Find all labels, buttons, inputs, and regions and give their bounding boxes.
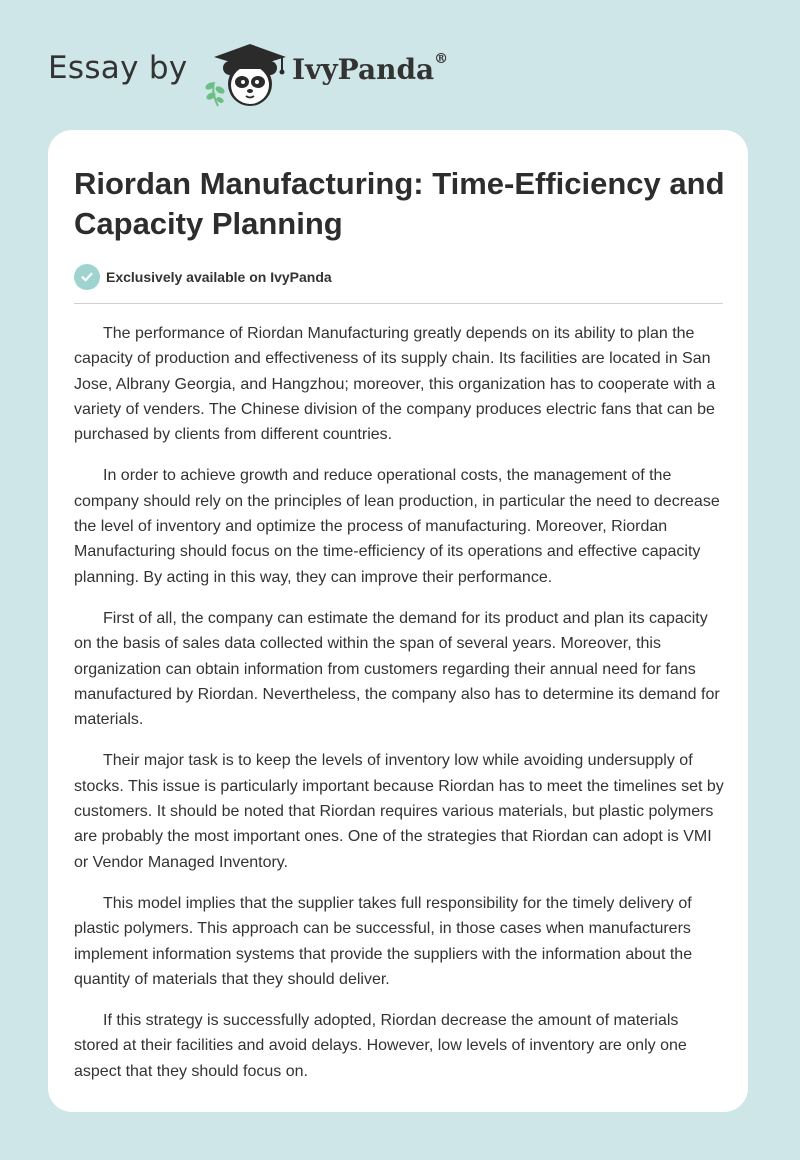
paragraph: In order to achieve growth and reduce operational costs, the management of the company should rely on the principles of lean production, in particular the need to decrease the level of inventory and optimize the process of manufacturing. Moreover, Riordan Manufacturing should focus on the time-efficiency of its operations and effective capacity planning. By acting in this way, they can improve their performance. xyxy=(74,467,720,586)
essay-body xyxy=(74,321,724,1100)
paragraph: Their major task is to keep the levels of inventory low while avoiding undersupply of stocks. This issue is particularly important because Riordan has to meet the timelines set by customers. It should be noted that Riordan requires various materials, but plastic polymers are probably the most important ones. One of the strategies that Riordan can adopt is VMI or Vendor Managed Inventory. xyxy=(74,752,724,871)
panda-graduate-icon[interactable] xyxy=(200,38,296,110)
paragraph: First of all, the company can estimate the demand for its product and plan its capacity on the basis of sales data collected within the span of several years. Moreover, this organization can obtain information from customers regarding their annual need for fans manufactured by Riordan. Nevertheless, the company also has to determine its demand for materials. xyxy=(74,609,720,729)
brand-name: IvyPanda xyxy=(292,53,435,86)
essay-title: Riordan Manufacturing: Time-Efficiency and Capacity Planning xyxy=(74,166,725,241)
exclusive-badge xyxy=(74,264,332,290)
paragraph: The performance of Riordan Manufacturing greatly depends on its ability to plan the capacity of production and effectiveness of its supply chain. Its facilities are located in San Jose, Albrany Georgia, and Hangzhou; moreover, this organization has to cooperate with a variety of venders. The Chinese division of the company produces electric fans that can be purchased by clients from different countries. xyxy=(74,325,716,444)
site-header xyxy=(0,0,800,130)
exclusive-badge-label: Exclusively available on IvyPanda xyxy=(106,269,332,285)
essay-card xyxy=(48,130,748,1112)
registered-mark: ® xyxy=(434,51,449,67)
essay-by-label: Essay by xyxy=(48,50,188,86)
checkmark-icon xyxy=(74,264,100,290)
title-divider xyxy=(74,303,723,304)
paragraph: If this strategy is successfully adopted, Riordan decrease the amount of materials stored at their facilities and avoid delays. However, low levels of inventory are only one aspect that they should focus on. xyxy=(74,1012,687,1080)
paragraph: This model implies that the supplier takes full responsibility for the timely delivery of plastic polymers. This approach can be successful, in those cases when manufacturers implement information systems that provide the suppliers with the information about the quantity of materials that they should deliver. xyxy=(74,894,693,988)
brand-logo-text[interactable] xyxy=(292,53,448,86)
